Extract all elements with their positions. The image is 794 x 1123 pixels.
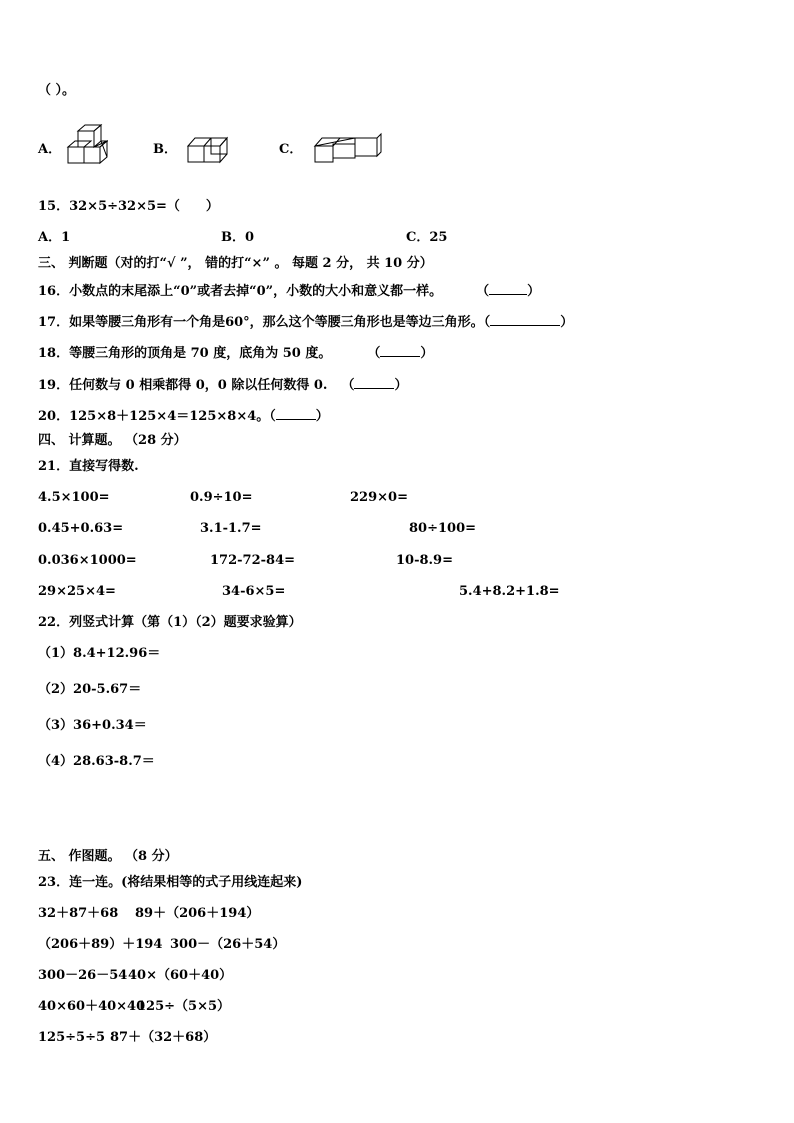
q20-close-paren: ） [315, 409, 329, 424]
q17-close-paren: ） [560, 315, 574, 330]
q23-right-3: 40×（60＋40） [128, 968, 233, 983]
q23-right-4: 125÷（5×5） [137, 999, 231, 1014]
q22-item-3: （3）36+0.34＝ [38, 718, 147, 733]
q14-option-b-label: B． [153, 142, 177, 157]
q20-answer-blank[interactable] [276, 407, 316, 420]
q22-item-4: （4）28.63-8.7＝ [38, 754, 155, 769]
q21-r4-c2: 34-6×5= [222, 584, 286, 599]
section-3-title: 三、 判断题（对的打“√ ”， 错的打“×” 。 每题 2 分， 共 10 分） [38, 256, 433, 271]
q21-r3-c2: 172-72-84= [210, 553, 296, 568]
q23-left-1: 32＋87＋68 [38, 906, 119, 921]
q21-r4-c1: 29×25×4= [38, 584, 116, 599]
q16-item [38, 282, 540, 300]
q19-open-paren: （ [341, 378, 355, 393]
q20-item [38, 407, 329, 425]
q22-item-2: （2）20-5.67＝ [38, 682, 142, 697]
q21-r2-c3: 80÷100= [409, 521, 477, 536]
q19-item [38, 376, 407, 394]
q19-text: 19．任何数与 0 相乘都得 0，0 除以任何数得 0. [38, 378, 328, 393]
q14-option-c-label: C． [279, 142, 303, 157]
q16-text: 16．小数点的末尾添上“0”或者去掉“0”，小数的大小和意义都一样。 [38, 284, 443, 299]
q21-r3-c3: 10-8.9= [396, 553, 453, 568]
q21-r2-c1: 0.45+0.63= [38, 521, 124, 536]
q23-left-2: （206＋89）＋194 [38, 937, 163, 952]
q23-right-2: 300－（26＋54） [170, 937, 286, 952]
q18-open-paren: （ [367, 346, 381, 361]
q18-text: 18．等腰三角形的顶角是 70 度，底角为 50 度。 [38, 346, 332, 361]
q16-answer-blank[interactable] [489, 282, 527, 295]
q23-left-3: 300－26－54 [38, 968, 128, 983]
q14-option-a-figure [66, 124, 126, 170]
q18-answer-blank[interactable] [380, 344, 420, 357]
q23-left-5: 125÷5÷5 [38, 1030, 106, 1045]
q15-stem: 15．32×5÷32×5=（ ） [38, 199, 219, 214]
q21-r1-c1: 4.5×100= [38, 490, 110, 505]
q21-r4-c3: 5.4+8.2+1.8= [459, 584, 560, 599]
q17-open-paren: （ [483, 315, 491, 330]
q17-text: 17．如果等腰三角形有一个角是60°，那么这个等腰三角形也是等边三角形。 [38, 315, 484, 330]
q23-left-4: 40×60＋40×40 [38, 999, 146, 1014]
q23-right-1: 89＋（206＋194） [135, 906, 260, 921]
q16-close-paren: ） [527, 284, 541, 299]
q21-title: 21．直接写得数. [38, 459, 139, 474]
q15-option-a: A．1 [38, 230, 71, 245]
q18-close-paren: ） [420, 346, 434, 361]
q21-r1-c3: 229×0= [350, 490, 408, 505]
q19-answer-blank[interactable] [354, 376, 394, 389]
q14-option-a-label: A． [38, 142, 62, 157]
q21-r1-c2: 0.9÷10= [190, 490, 253, 505]
q19-close-paren: ） [394, 378, 408, 393]
section-4-title: 四、 计算题。 （28 分） [38, 433, 187, 448]
q18-item [38, 344, 433, 362]
q21-r2-c2: 3.1-1.7= [200, 521, 262, 536]
q14-option-c-figure [313, 134, 387, 166]
q17-item [38, 313, 573, 331]
section-5-title: 五、 作图题。 （8 分） [38, 849, 178, 864]
q20-open-paren: （ [269, 409, 276, 424]
q14-stem-tail: （ ）。 [38, 83, 76, 98]
q15-option-c: C．25 [406, 230, 448, 245]
q21-r3-c1: 0.036×1000= [38, 553, 137, 568]
q20-text: 20．125×8＋125×4＝125×8×4。 [38, 409, 270, 424]
q15-option-b: B．0 [221, 230, 255, 245]
q22-item-1: （1）8.4+12.96＝ [38, 646, 161, 661]
q23-right-5: 87＋（32＋68） [110, 1030, 217, 1045]
q17-answer-blank[interactable] [490, 313, 560, 326]
q22-title: 22．列竖式计算（第（1）（2）题要求验算） [38, 615, 302, 630]
q16-open-paren: （ [476, 284, 490, 299]
q23-title: 23．连一连。(将结果相等的式子用线连起来) [38, 875, 303, 890]
q14-option-b-figure [186, 134, 242, 166]
